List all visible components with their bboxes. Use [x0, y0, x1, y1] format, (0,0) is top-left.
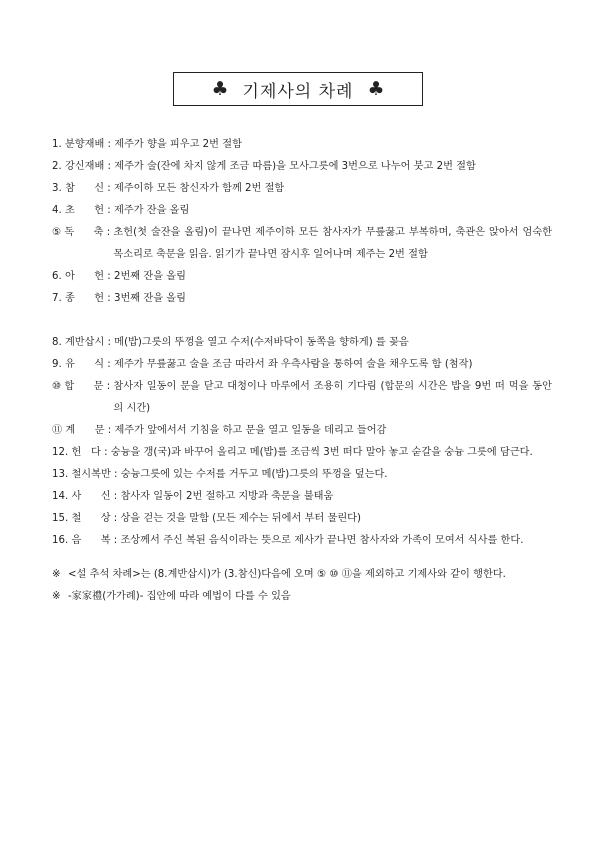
step-label: 6. 아 헌 : [52, 271, 114, 282]
step-label: 8. 계반삽시 : [52, 337, 115, 348]
step-label: 12. 헌 다 : [52, 447, 111, 458]
step-item [52, 288, 552, 310]
step-text: 제주이하 모든 참신자가 함께 2번 절함 [113, 183, 285, 194]
step-label: 1. 분향재배 : [52, 139, 115, 150]
step-item [52, 266, 552, 288]
step-item [52, 376, 552, 420]
note-item [52, 564, 552, 586]
step-label: 4. 초 헌 : [52, 205, 114, 216]
step-item [52, 442, 552, 464]
step-text: 제주가 향을 피우고 2번 절함 [114, 139, 242, 150]
step-item [52, 486, 552, 508]
step-text: 메(밥)그릇의 뚜껑을 열고 수저(수저바닥이 동쪽을 향하게) 를 꽂음 [114, 337, 409, 348]
club-left-icon: ♣ [211, 77, 229, 100]
step-text: 제주가 앞에서서 기침을 하고 문을 열고 일동을 데리고 들어감 [114, 425, 387, 436]
notes-spacer [52, 552, 552, 564]
step-label: ⑤ 독 축 : [52, 227, 114, 238]
step-text: 2번째 잔을 올림 [113, 271, 186, 282]
step-item [52, 530, 552, 552]
step-label: ⑪ 계 문 : [52, 425, 115, 436]
step-item [52, 134, 552, 156]
step-item [52, 332, 552, 354]
step-item [52, 508, 552, 530]
step-item [52, 420, 552, 442]
step-text: 참사자 일동이 2번 절하고 지방과 축문을 불태움 [120, 491, 334, 502]
section-spacer [52, 310, 552, 332]
step-label: 7. 종 헌 : [52, 293, 114, 304]
step-label: 3. 참 신 : [52, 183, 114, 194]
step-text: 조상께서 주신 복된 음식이라는 뜻으로 제사가 끝나면 참사자와 가족이 모여서 식사를 한다. [120, 535, 524, 546]
note-text: -家家禮(가가례)- 집안에 따라 예법이 다를 수 있음 [68, 591, 291, 602]
page-title: 기제사의 차례 [242, 81, 354, 102]
note-text: <설 추석 차례>는 (8.계반삽시)가 (3.참신)다음에 오며 ⑤ ⑩ ⑪을 제외하고 기제사와 같이 행한다. [68, 569, 506, 580]
title-box [173, 72, 423, 106]
step-text: 숭늉그릇에 있는 수저를 거두고 메(밥)그릇의 뚜껑을 덮는다. [120, 469, 388, 480]
step-text: 제주가 무릎꿇고 술을 조금 따라서 좌 우측사람을 통하여 술을 채우도록 함 (첨작) [113, 359, 473, 370]
step-text: 제주가 술(잔에 차지 않게 조금 따름)을 모사그릇에 3번으로 나누어 붓고 2번 절함 [114, 161, 476, 172]
step-item [52, 200, 552, 222]
step-label: 13. 철시복반 : [52, 469, 121, 480]
step-text: 참사자 일동이 문을 닫고 대청이나 마루에서 조용히 기다림 (합문의 시간은 밥을 9번 떠 먹을 동안의 시간) [113, 381, 552, 414]
step-label: ⑩ 합 문 : [52, 381, 114, 392]
step-text: 3번째 잔을 올림 [113, 293, 186, 304]
step-label: 2. 강신재배 : [52, 161, 115, 172]
step-text: 상을 걷는 것을 말함 (모든 제수는 뒤에서 부터 물린다) [120, 513, 361, 524]
step-label: 9. 유 식 : [52, 359, 114, 370]
club-right-icon: ♣ [367, 77, 385, 100]
note-mark: ※ [52, 569, 61, 580]
step-label: 15. 철 상 : [52, 513, 121, 524]
step-text: 숭늉을 갱(국)과 바꾸어 올리고 메(밥)를 조금씩 3번 떠다 말아 놓고 숟갈을 숭늉 그릇에 담근다. [110, 447, 533, 458]
step-item [52, 354, 552, 376]
step-item [52, 222, 552, 266]
note-mark: ※ [52, 591, 61, 602]
ritual-steps [52, 134, 552, 608]
step-item [52, 464, 552, 486]
step-item [52, 156, 552, 178]
step-label: 16. 음 복 : [52, 535, 121, 546]
step-text: 제주가 잔을 올림 [113, 205, 190, 216]
note-item [52, 586, 552, 608]
step-text: 초헌(첫 술잔을 올림)이 끝나면 제주이하 모든 참사자가 무릎꿇고 부복하며, 축관은 앉아서 엄숙한 목소리로 축문을 읽음. 읽기가 끝나면 잠시후 일어나며 제주는 2번 절함 [113, 227, 552, 260]
step-label: 14. 사 신 : [52, 491, 121, 502]
step-item [52, 178, 552, 200]
